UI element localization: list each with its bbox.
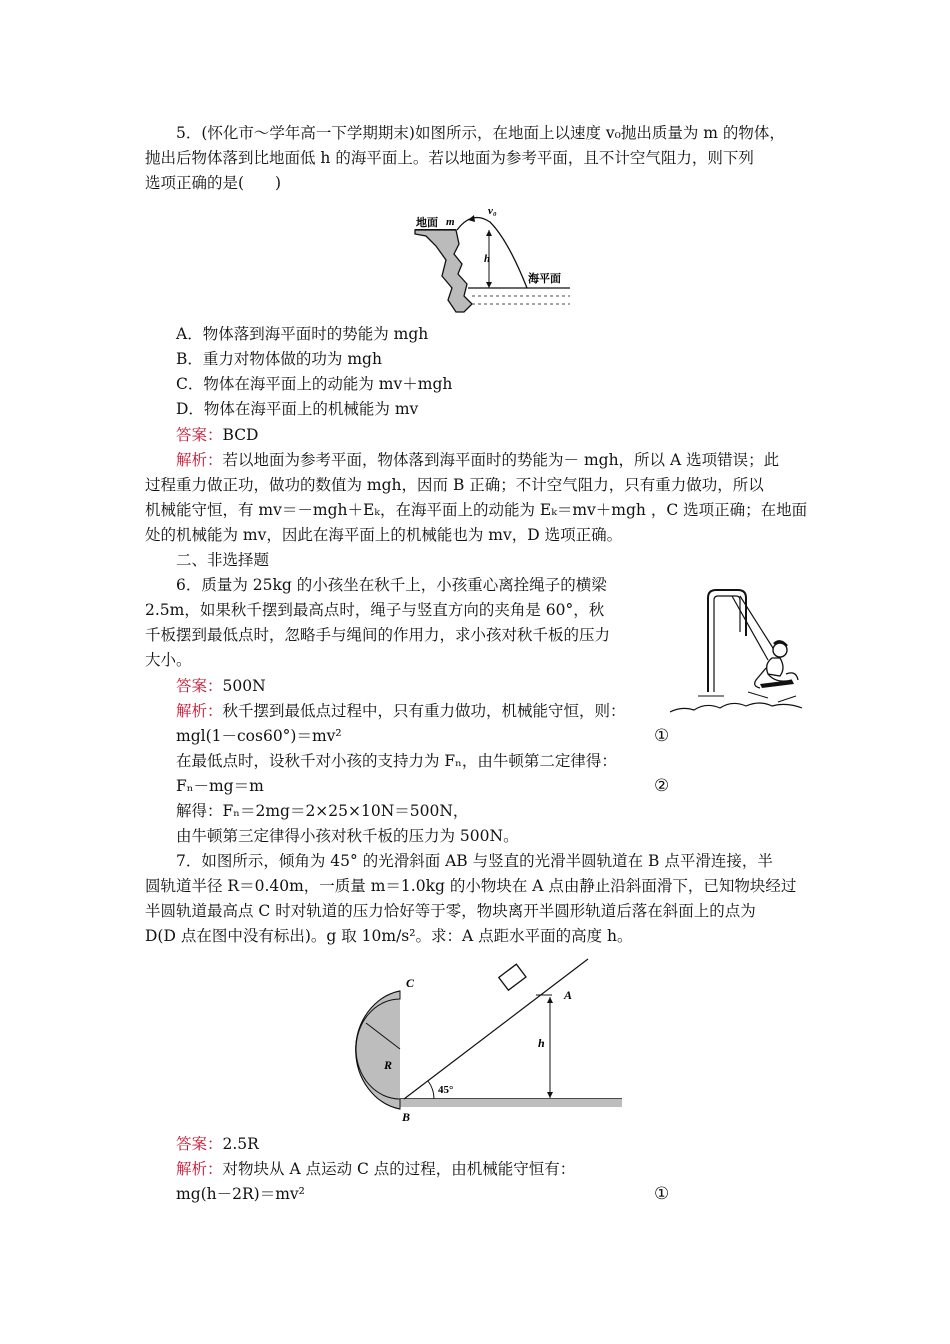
height-label: h [484,253,491,265]
q6-analysis-1 [176,700,626,722]
sea-level-label: 海平面 [528,273,561,285]
answer-value: 2.5R [222,1135,259,1153]
q5-line-1: 5．(怀化市～学年高一下学期期末)如图所示，在地面上以速度 v₀抛出质量为 m 的物体， [176,124,785,142]
label-h: h [538,1036,545,1050]
answer-label: 答案： [176,426,223,444]
q7-line-2: 圆轨道半径 R＝0.40m，一质量 m＝1.0kg 的小物块在 A 点由静止沿斜面滑下，已知物块经过 [145,877,797,895]
cliff-projectile-figure [412,200,572,314]
q6-analysis-4: 由牛顿第三定律得小孩对秋千板的压力为 500N。 [176,827,519,845]
q5-analysis-4: 处的机械能为 mv，因此在海平面上的机械能也为 mv，D 选项正确。 [145,526,623,544]
analysis-label: 解析： [176,451,223,469]
q6-equation-2: Fₙ－mg＝m [176,777,264,795]
label-c: C [406,976,415,990]
q6-line-3: 千板摆到最低点时，忽略手与绳间的作用力，求小孩对秋千板的压力 [145,626,611,644]
analysis-text: 若以地面为参考平面，物体落到海平面时的势能为－ mgh，所以 A 选项错误；此 [222,451,780,469]
incline-semicircle-figure [352,955,624,1127]
label-r: R [384,1058,393,1072]
q6-answer [176,675,266,697]
q7-line-3: 半圆轨道最高点 C 时对轨道的压力恰好等于零，物块离开半圆形轨道后落在斜面上的点为 [145,902,756,920]
answer-label: 答案： [176,1135,223,1153]
q7-analysis-1 [176,1158,575,1180]
q5-analysis-2: 过程重力做正功，做功的数值为 mgh，因而 B 正确；不计空气阻力，只有重力做功，所以 [145,476,764,494]
analysis-text: 对物块从 A 点运动 C 点的过程，由机械能守恒有： [222,1160,576,1178]
analysis-label: 解析： [176,1160,223,1178]
q7-line-1: 7．如图所示，倾角为 45° 的光滑斜面 AB 与竖直的光滑半圆轨道在 B 点平滑连接，半 [176,852,773,870]
q6-line-2: 2.5m，如果秋千摆到最高点时，绳子与竖直方向的夹角是 60°，秋 [145,601,605,619]
q5-line-2: 抛出后物体落到比地面低 h 的海平面上。若以地面为参考平面，且不计空气阻力，则下列 [145,149,754,167]
equation-number-1: ① [654,726,670,746]
q7-equation-1: mg(h－2R)＝mv² [176,1185,305,1203]
q5-option-d: D．物体在海平面上的机械能为 mv [176,400,419,418]
q5-line-3: 选项正确的是( ) [145,174,282,192]
equation-number-2: ② [654,776,670,796]
q6-analysis-2: 在最低点时，设秋千对小孩的支持力为 Fₙ，由牛顿第二定律得： [176,752,617,770]
q5-answer [176,424,258,446]
label-a: A [564,988,573,1002]
equation-number-1: ① [654,1184,670,1204]
answer-value: BCD [222,426,259,444]
ground-label: 地面 [416,217,438,229]
q5-option-b: B．重力对物体做的功为 mgh [176,350,382,368]
section-title: 二、非选择题 [176,551,270,569]
q6-line-4: 大小。 [145,651,192,669]
label-b: B [402,1110,411,1124]
q5-option-a: A．物体落到海平面时的势能为 mgh [176,325,429,343]
q6-equation-1: mgl(1－cos60°)＝mv² [176,727,342,745]
q6-analysis-3: 解得：Fₙ＝2mg＝2×25×10N＝500N， [176,802,469,820]
analysis-label: 解析： [176,702,223,720]
q5-analysis-3: 机械能守恒，有 mv＝－mgh＋Eₖ，在海平面上的动能为 Eₖ＝mv＋mgh ，C 选项正确；在地面 [145,501,808,519]
q7-answer [176,1133,259,1155]
q5-analysis-1 [176,449,779,471]
answer-label: 答案： [176,677,223,695]
q5-option-c: C．物体在海平面上的动能为 mv＋mgh [176,375,453,393]
velocity-label: v₀ [488,205,497,217]
q6-line-1: 6．质量为 25kg 的小孩坐在秋千上，小孩重心离拴绳子的横梁 [176,576,607,594]
q7-line-4: D(D 点在图中没有标出)。g 取 10m/s²。求：A 点距水平面的高度 h。 [145,927,633,945]
mass-label: m [446,216,455,228]
analysis-text: 秋千摆到最低点过程中，只有重力做功，机械能守恒，则： [222,702,626,720]
answer-value: 500N [222,677,266,695]
angle-label: 45° [438,1084,454,1096]
swing-figure [668,584,808,720]
